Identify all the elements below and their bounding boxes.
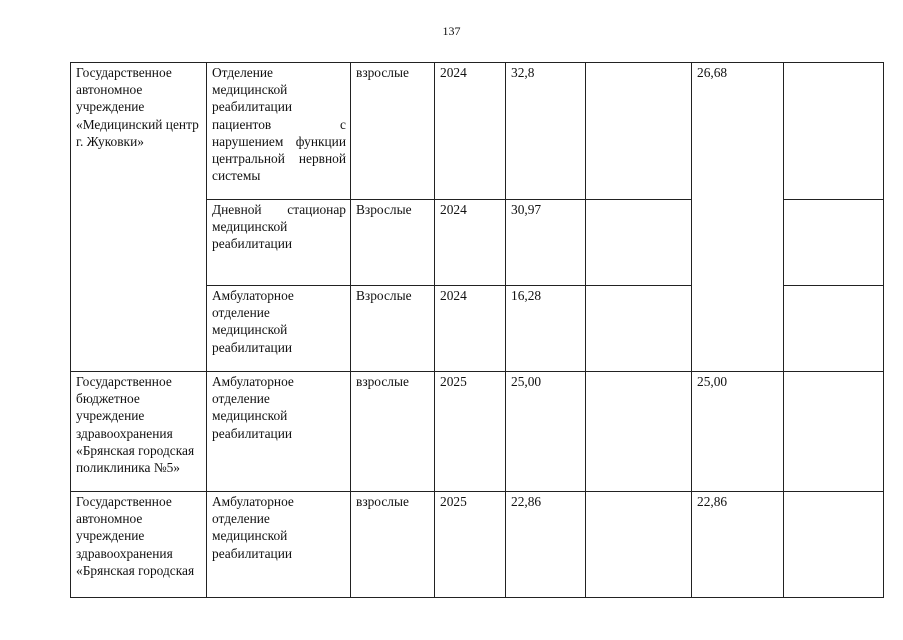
empty-cell: [586, 286, 692, 372]
total-cell: 26,68: [692, 63, 784, 372]
age-group-cell: взрослые: [351, 63, 435, 200]
table-row: [71, 492, 884, 598]
value-cell: 22,86: [506, 492, 586, 598]
year-cell: 2025: [435, 372, 506, 492]
total-cell: 25,00: [692, 372, 784, 492]
table-row: [71, 63, 884, 200]
empty-cell: [586, 372, 692, 492]
last-cell: [784, 200, 884, 286]
department-cell: Дневной стационар медицинской реабилитации: [207, 200, 351, 286]
value-cell: 16,28: [506, 286, 586, 372]
year-cell: 2024: [435, 63, 506, 200]
total-cell: 22,86: [692, 492, 784, 598]
year-cell: 2024: [435, 286, 506, 372]
year-cell: 2024: [435, 200, 506, 286]
age-group-cell: взрослые: [351, 492, 435, 598]
department-cell: Амбулаторное отделение медицинской реабилитации: [207, 286, 351, 372]
year-cell: 2025: [435, 492, 506, 598]
last-cell: [784, 286, 884, 372]
last-cell: [784, 492, 884, 598]
department-cell: Отделение медицинской реабилитации пациентов с нарушением функции центральной нервной системы: [207, 63, 351, 200]
age-group-cell: Взрослые: [351, 200, 435, 286]
age-group-cell: Взрослые: [351, 286, 435, 372]
empty-cell: [586, 492, 692, 598]
value-cell: 30,97: [506, 200, 586, 286]
value-cell: 32,8: [506, 63, 586, 200]
organization-cell: Государственное автономное учреждение здравоохранения «Брянская городская: [71, 492, 207, 598]
value-cell: 25,00: [506, 372, 586, 492]
data-table: [70, 62, 884, 598]
age-group-cell: взрослые: [351, 372, 435, 492]
department-cell: Амбулаторное отделение медицинской реабилитации: [207, 492, 351, 598]
table-row: [71, 372, 884, 492]
empty-cell: [586, 200, 692, 286]
organization-cell: Государственное бюджетное учреждение здравоохранения «Брянская городская поликлиника №5»: [71, 372, 207, 492]
organization-cell: Государственное автономное учреждение «Медицинский центр г. Жуковки»: [71, 63, 207, 372]
last-cell: [784, 372, 884, 492]
empty-cell: [586, 63, 692, 200]
department-cell: Амбулаторное отделение медицинской реабилитации: [207, 372, 351, 492]
last-cell: [784, 63, 884, 200]
page-number: 137: [442, 24, 461, 38]
